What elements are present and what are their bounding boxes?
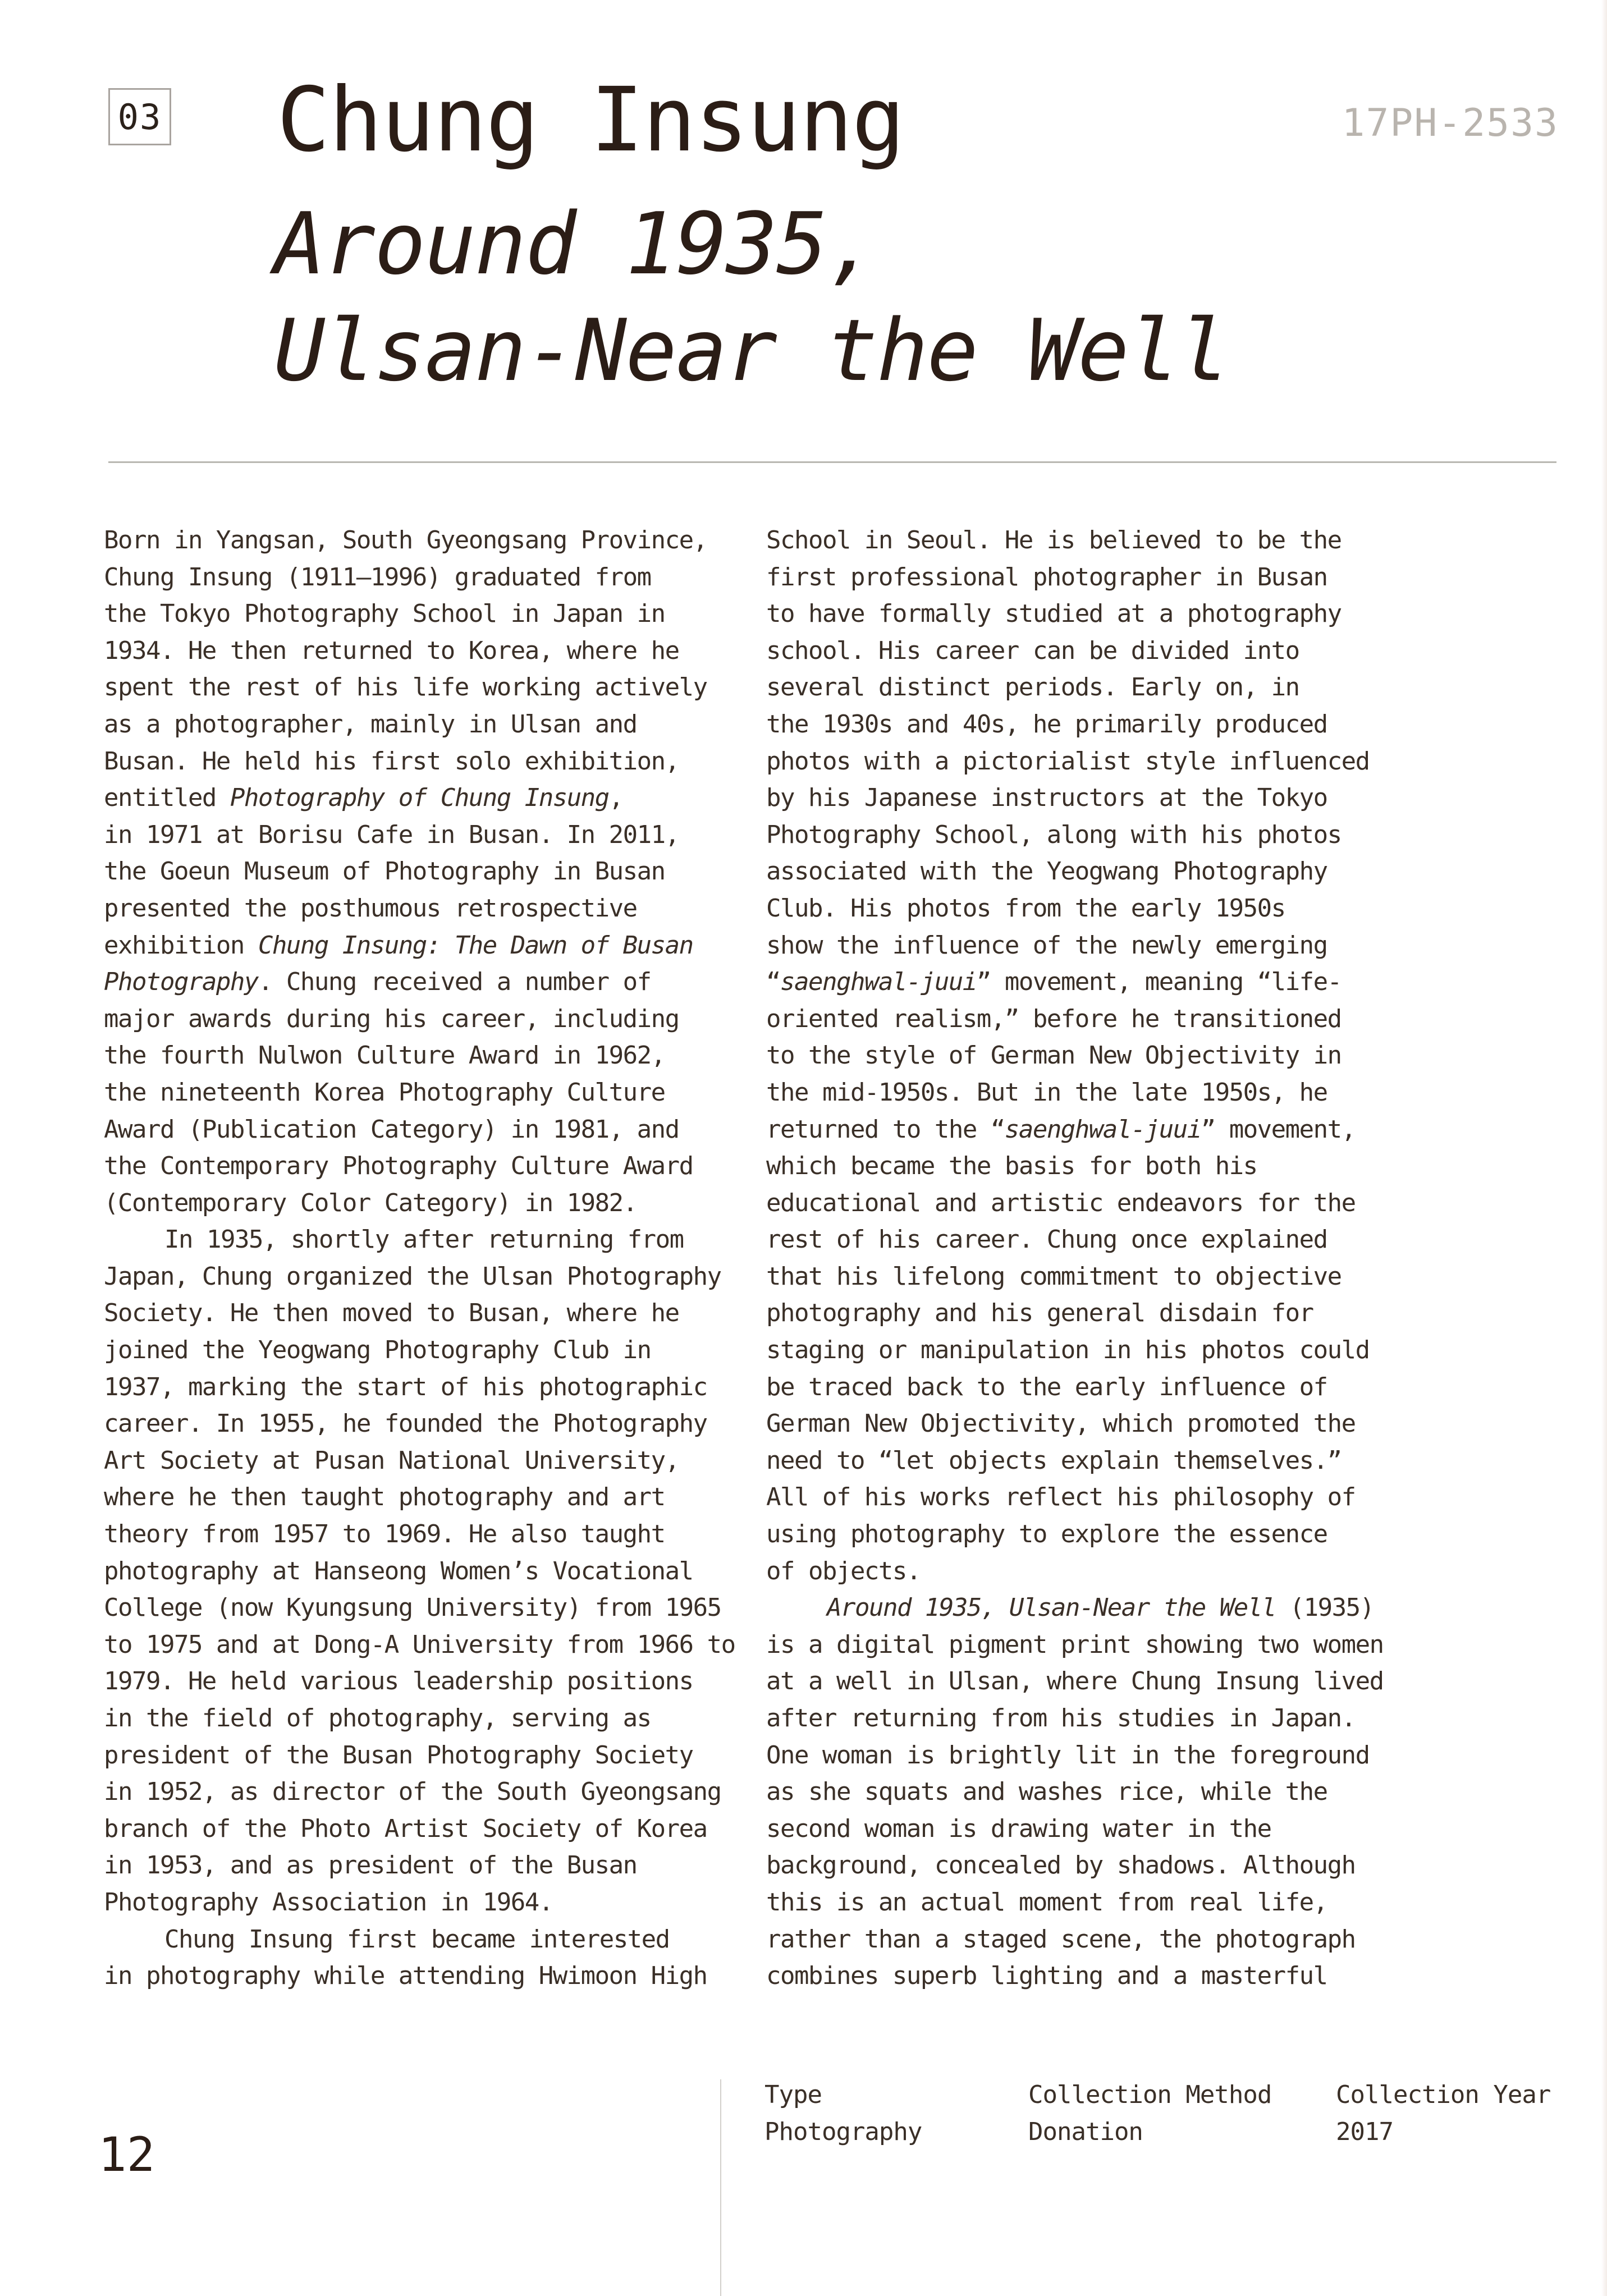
- text-line: [766, 1700, 1417, 1737]
- text-run: associated with the Yeogwang Photography: [766, 857, 1327, 886]
- text-line: [104, 669, 755, 706]
- text-run: this is an actual moment from real life,: [766, 1887, 1327, 1917]
- text-run: the 1930s and 40s, he primarily produced: [766, 709, 1327, 739]
- text-line: [766, 1221, 1417, 1258]
- text-line: [766, 817, 1417, 854]
- text-line: [104, 743, 755, 780]
- text-line: [766, 1626, 1417, 1663]
- text-run: which became the basis for both his: [766, 1152, 1257, 1181]
- text-run: Born in Yangsan, South Gyeongsang Province,: [104, 526, 707, 554]
- meta-type-value: Photography: [764, 2118, 922, 2146]
- text-run: the Goeun Museum of Photography in Busan: [104, 857, 665, 886]
- text-run: second woman is drawing water in the: [766, 1814, 1271, 1843]
- text-run: Photography Association in 1964.: [104, 1887, 553, 1917]
- text-line: [104, 853, 755, 890]
- text-line: [766, 1847, 1417, 1884]
- text-run: . Chung received a number of: [258, 968, 651, 997]
- text-run: to have formally studied at a photography: [766, 599, 1342, 629]
- text-line: [104, 1148, 755, 1185]
- text-line: [766, 522, 1417, 559]
- text-line: [766, 1663, 1417, 1700]
- text-line: [104, 1405, 755, 1442]
- text-run: Chung Insung first became interested: [164, 1924, 670, 1954]
- text-line: [766, 964, 1417, 1001]
- text-run: to 1975 and at Dong-A University from 1966 to: [104, 1630, 735, 1659]
- text-run: in 1971 at Borisu Cafe in Busan. In 2011,: [104, 820, 679, 849]
- text-run: ,: [608, 783, 623, 813]
- text-line: [766, 706, 1417, 743]
- text-run: where he then taught photography and art: [104, 1483, 665, 1512]
- text-line: [104, 1295, 755, 1332]
- text-run: first professional photographer in Busan: [766, 562, 1327, 592]
- text-line: [104, 1958, 755, 1995]
- text-run: Art Society at Pusan National University,: [104, 1446, 679, 1475]
- italic-title-run: Photography: [104, 968, 258, 997]
- italic-title-run: Chung Insung: The Dawn of Busan: [258, 931, 693, 960]
- text-run: after returning from his studies in Japan.: [766, 1704, 1356, 1733]
- text-line: [104, 1369, 755, 1406]
- text-run: show the influence of the newly emerging: [766, 931, 1327, 960]
- text-run: “: [766, 968, 780, 997]
- text-run: as a photographer, mainly in Ulsan and: [104, 709, 637, 739]
- text-line: [104, 1847, 755, 1884]
- text-line: [766, 1479, 1417, 1516]
- text-run: staging or manipulation in his photos could: [766, 1336, 1370, 1365]
- text-line: [104, 1258, 755, 1295]
- text-run: that his lifelong commitment to objective: [766, 1262, 1342, 1291]
- text-run: presented the posthumous retrospective: [104, 893, 637, 923]
- text-line: [104, 1479, 755, 1516]
- text-line: [104, 964, 755, 1001]
- text-line: [104, 1811, 755, 1848]
- text-line: [766, 1516, 1417, 1553]
- meta-method-label: Collection Method: [1028, 2080, 1272, 2109]
- meta-year-label: Collection Year: [1336, 2080, 1551, 2109]
- text-line: [766, 1773, 1417, 1811]
- text-line: [766, 1369, 1417, 1406]
- text-run: photos with a pictorialist style influenced: [766, 746, 1370, 776]
- text-run: the Tokyo Photography School in Japan in: [104, 599, 665, 629]
- text-line: [766, 1111, 1417, 1148]
- work-title: [274, 191, 1229, 404]
- text-line: [766, 927, 1417, 964]
- text-run: in 1952, as director of the South Gyeongsang: [104, 1777, 721, 1807]
- text-run: the mid-1950s. But in the late 1950s, he: [766, 1078, 1327, 1107]
- text-line: [104, 1921, 755, 1958]
- meta-method-value: Donation: [1028, 2118, 1143, 2146]
- text-line: [104, 633, 755, 670]
- text-line: [104, 1111, 755, 1148]
- meta-type-label: Type: [764, 2080, 822, 2109]
- meta-collection-method: [1028, 2077, 1271, 2151]
- text-run: by his Japanese instructors at the Tokyo: [766, 783, 1327, 813]
- text-line: [104, 1221, 755, 1258]
- text-run: exhibition: [104, 931, 258, 960]
- text-line: [104, 927, 755, 964]
- text-run: (1935): [1275, 1593, 1374, 1623]
- text-line: [766, 1332, 1417, 1369]
- text-run: the nineteenth Korea Photography Culture: [104, 1078, 665, 1107]
- text-run: school. His career can be divided into: [766, 636, 1299, 665]
- text-line: [766, 633, 1417, 670]
- text-line: [766, 1074, 1417, 1111]
- text-line: [766, 1405, 1417, 1442]
- text-run: president of the Busan Photography Society: [104, 1740, 693, 1770]
- text-run: to the style of German New Objectivity in: [766, 1041, 1342, 1070]
- text-run: the Contemporary Photography Culture Award: [104, 1152, 693, 1181]
- text-run: theory from 1957 to 1969. He also taught: [104, 1520, 665, 1549]
- italic-title-run: Around 1935, Ulsan-Near the Well: [827, 1593, 1276, 1623]
- text-line: [104, 1332, 755, 1369]
- text-line: [104, 1700, 755, 1737]
- text-line: [766, 1811, 1417, 1848]
- work-title-line: Around 1935,: [274, 194, 877, 294]
- text-run: rather than a staged scene, the photograph: [766, 1924, 1356, 1954]
- text-run: career. In 1955, he founded the Photography: [104, 1409, 707, 1438]
- text-line: [104, 1737, 755, 1774]
- text-run: returned to the “: [766, 1115, 1005, 1144]
- text-line: [766, 890, 1417, 927]
- italic-title-run: saenghwal-juui: [780, 968, 977, 997]
- text-line: [766, 1295, 1417, 1332]
- footer-divider: [720, 2079, 721, 2296]
- text-run: the fourth Nulwon Culture Award in 1962,: [104, 1041, 665, 1070]
- text-line: [104, 1663, 755, 1700]
- text-line: [104, 817, 755, 854]
- text-run: 1934. He then returned to Korea, where he: [104, 636, 679, 665]
- plate-number-badge: [108, 88, 171, 145]
- page-edge: [1601, 0, 1607, 2296]
- text-run: entitled: [104, 783, 230, 813]
- accession-number: 17PH-2533: [1342, 101, 1559, 145]
- text-run: of objects.: [766, 1556, 921, 1585]
- text-line: [766, 1921, 1417, 1958]
- italic-title-run: saenghwal-juui: [1004, 1115, 1201, 1144]
- meta-collection-year: [1336, 2077, 1550, 2151]
- text-run: photography and his general disdain for: [766, 1299, 1313, 1328]
- text-run: background, concealed by shadows. Although: [766, 1851, 1356, 1880]
- text-line: [104, 1001, 755, 1038]
- text-run: Chung Insung (1911–1996) graduated from: [104, 562, 651, 592]
- text-line: [766, 559, 1417, 596]
- text-run: be traced back to the early influence of: [766, 1372, 1327, 1401]
- text-run: (Contemporary Color Category) in 1982.: [104, 1188, 637, 1217]
- text-run: All of his works reflect his philosophy of: [766, 1483, 1356, 1512]
- text-line: [766, 1185, 1417, 1222]
- text-run: branch of the Photo Artist Society of Korea: [104, 1814, 707, 1843]
- text-run: spent the rest of his life working actively: [104, 673, 707, 702]
- text-line: [104, 1553, 755, 1590]
- meta-type: [764, 2077, 922, 2151]
- text-run: joined the Yeogwang Photography Club in: [104, 1336, 651, 1365]
- text-line: [104, 1773, 755, 1811]
- text-run: in the field of photography, serving as: [104, 1704, 651, 1733]
- text-line: [104, 890, 755, 927]
- text-line: [104, 522, 755, 559]
- text-run: Society. He then moved to Busan, where he: [104, 1299, 679, 1328]
- text-run: ” movement,: [1201, 1115, 1356, 1144]
- text-line: [766, 1884, 1417, 1921]
- text-run: as she squats and washes rice, while the: [766, 1777, 1327, 1807]
- text-line: [766, 1737, 1417, 1774]
- text-run: 1937, marking the start of his photographic: [104, 1372, 707, 1401]
- work-title-line: Ulsan-Near the Well: [274, 301, 1229, 400]
- text-line: [766, 1148, 1417, 1185]
- text-line: [766, 1958, 1417, 1995]
- text-line: [104, 1516, 755, 1553]
- text-line: [766, 595, 1417, 633]
- artist-name: Chung Insung: [277, 68, 904, 172]
- text-run: major awards during his career, including: [104, 1004, 679, 1033]
- text-line: [766, 1442, 1417, 1479]
- text-run: several distinct periods. Early on, in: [766, 673, 1299, 702]
- text-run: German New Objectivity, which promoted the: [766, 1409, 1356, 1438]
- text-run: is a digital pigment print showing two women: [766, 1630, 1384, 1659]
- text-run: using photography to explore the essence: [766, 1520, 1327, 1549]
- text-line: [104, 1626, 755, 1663]
- text-line: [766, 780, 1417, 817]
- text-run: at a well in Ulsan, where Chung Insung lived: [766, 1667, 1384, 1696]
- text-run: Japan, Chung organized the Ulsan Photography: [104, 1262, 721, 1291]
- text-run: Club. His photos from the early 1950s: [766, 893, 1285, 923]
- text-run: In 1935, shortly after returning from: [164, 1225, 684, 1254]
- text-line: [104, 1074, 755, 1111]
- text-run: combines superb lighting and a masterful: [766, 1962, 1327, 1991]
- text-line: [104, 1185, 755, 1222]
- plate-number: 03: [117, 96, 162, 138]
- text-run: School in Seoul. He is believed to be the: [766, 526, 1342, 554]
- body-column-left: [104, 522, 755, 1995]
- text-run: 1979. He held various leadership positions: [104, 1667, 693, 1696]
- page-number: 12: [98, 2127, 155, 2182]
- text-line: [104, 1884, 755, 1921]
- text-line: [766, 1589, 1417, 1626]
- text-run: in 1953, and as president of the Busan: [104, 1851, 637, 1880]
- body-column-right: [766, 522, 1417, 1995]
- text-line: [104, 780, 755, 817]
- text-run: One woman is brightly lit in the foreground: [766, 1740, 1370, 1770]
- text-run: need to “let objects explain themselves.”: [766, 1446, 1342, 1475]
- text-line: [104, 1037, 755, 1074]
- text-line: [766, 669, 1417, 706]
- text-line: [766, 743, 1417, 780]
- text-line: [104, 706, 755, 743]
- text-line: [104, 1442, 755, 1479]
- text-run: Busan. He held his first solo exhibition,: [104, 746, 679, 776]
- text-run: Photography School, along with his photos: [766, 820, 1342, 849]
- text-line: [766, 1258, 1417, 1295]
- text-run: educational and artistic endeavors for the: [766, 1188, 1356, 1217]
- header-divider: [108, 461, 1556, 463]
- italic-title-run: Photography of Chung Insung: [230, 783, 609, 813]
- text-line: [766, 1037, 1417, 1074]
- text-run: College (now Kyungsung University) from 1965: [104, 1593, 721, 1623]
- text-line: [104, 559, 755, 596]
- text-run: ” movement, meaning “life-: [976, 968, 1342, 997]
- text-run: rest of his career. Chung once explained: [766, 1225, 1327, 1254]
- text-run: photography at Hanseong Women’s Vocational: [104, 1556, 693, 1585]
- text-line: [104, 1589, 755, 1626]
- text-run: Award (Publication Category) in 1981, and: [104, 1115, 679, 1144]
- text-run: oriented realism,” before he transitioned: [766, 1004, 1342, 1033]
- text-run: in photography while attending Hwimoon High: [104, 1962, 707, 1991]
- text-line: [766, 1553, 1417, 1590]
- text-line: [766, 1001, 1417, 1038]
- text-line: [104, 595, 755, 633]
- meta-year-value: 2017: [1336, 2118, 1393, 2146]
- text-line: [766, 853, 1417, 890]
